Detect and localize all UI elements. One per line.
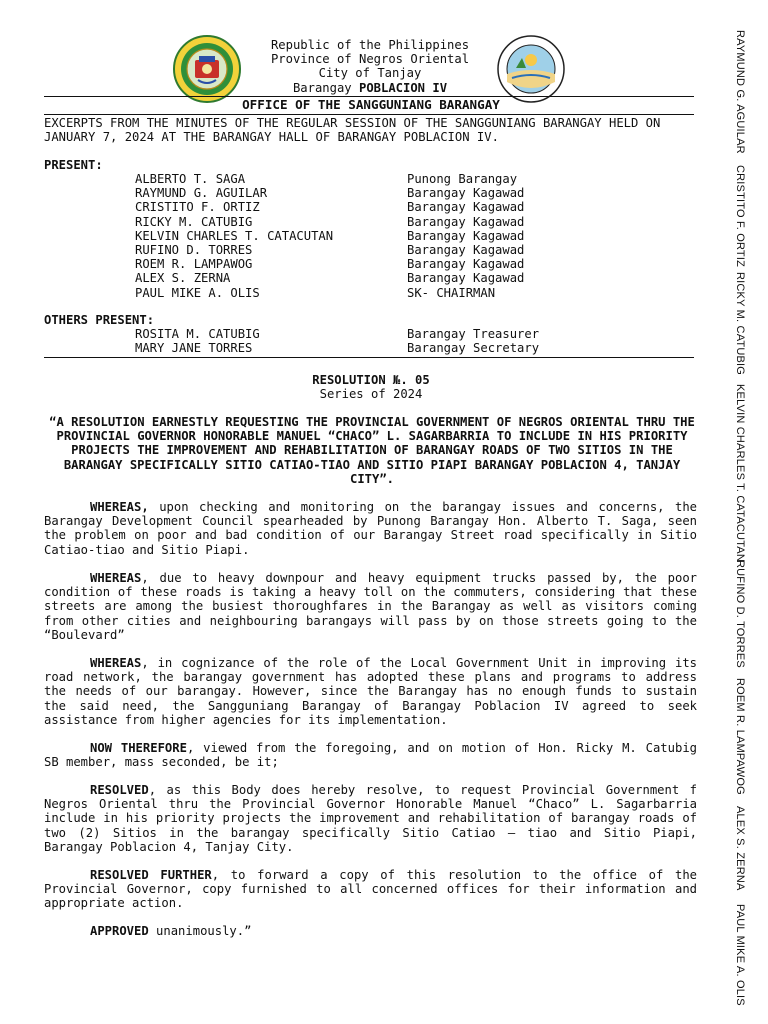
present-roster xyxy=(44,172,698,300)
attendee-name: ROSITA M. CATUBIG xyxy=(135,327,260,341)
clause-text: , viewed from the foregoing, and on motion of Hon. Ricky M. Catubig SB member, mass seconded, be it; xyxy=(44,741,697,770)
attendee-position: Barangay Kagawad xyxy=(407,200,525,215)
resolution-title: “A RESOLUTION EARNESTLY REQUESTING THE PROVINCIAL GOVERNMENT OF NEGROS ORIENTAL THRU THE PROVINCIAL GOVERNOR HONORABLE MANUEL “CHACO” L. SAGARBARRIA TO INCLUDE IN HIS PRIORITY PROJECTS THE IMPROVEMENT AND REHABILITATION OF BARANGAY ROADS OF TWO SITIOS IN THE BARANGAY SPECIFICALLY SITIO CATIAO-TIAO AND SITIO PIAPI BARANGAY POBLACION 4, TANJAY CITY”. xyxy=(49,415,695,486)
side-signature-name: KELVIN CHARLES T. CATACUTAN xyxy=(734,384,746,562)
clause-lead: APPROVED xyxy=(90,924,149,938)
attendee-row xyxy=(44,186,698,200)
clause-text: upon checking and monitoring on the barangay issues and concerns, the Barangay Development Council spearheaded by Punong Barangay Hon. Alberto T. Saga, seen the problem on poor and bad condition of our Barangay Street road specifically in Sitio Catiao-tiao and Sitio Piapi. xyxy=(44,500,697,557)
others-present-roster xyxy=(44,327,698,355)
attendee-name: MARY JANE TORRES xyxy=(135,341,253,356)
side-signature-name: ALEX S. ZERNA xyxy=(734,806,746,891)
attendee-name: RUFINO D. TORRES xyxy=(135,242,253,257)
attendee-position: Barangay Secretary xyxy=(407,341,540,356)
attendee-row xyxy=(44,341,698,355)
clause-text: , in cognizance of the role of the Local Government Unit in improving its road network, the barangay government has adopted these plans and programs to address the needs of our barangay. However, since the Barangay has no enough funds to sustain the said need, the Sangguniang Barangay of Barangay Poblacion IV agreed to seek assistance from higher agencies for its implementation. xyxy=(44,656,697,727)
attendee-row xyxy=(44,327,698,341)
attendee-row xyxy=(44,257,698,271)
whereas-clause-1 xyxy=(44,500,697,557)
attendee-row xyxy=(44,200,698,214)
clause-lead: RESOLVED FURTHER xyxy=(90,868,212,882)
clause-text: , due to heavy downpour and heavy equipment trucks passed by, the poor condition of these roads is taking a heavy toll on the commuters, considering that these streets are among the busiest thoroughfares in the Barangay as well as visitors coming from other cities and neighbouring barangays will pass by on those streets going to the “Boulevard” xyxy=(44,571,697,642)
attendee-row xyxy=(44,243,698,257)
resolved-further-clause xyxy=(44,868,697,911)
attendee-row xyxy=(44,286,698,300)
letterhead xyxy=(240,38,500,95)
whereas-clause-2 xyxy=(44,571,697,642)
attendee-position: Barangay Kagawad xyxy=(407,271,525,286)
attendee-name: RICKY M. CATUBIG xyxy=(135,214,253,229)
side-signature-name: CRISTITO F. ORTIZ xyxy=(734,165,746,267)
now-therefore-clause xyxy=(44,741,697,769)
clause-text: unanimously.” xyxy=(148,924,252,938)
attendee-name: RAYMUND G. AGUILAR xyxy=(135,186,268,201)
attendee-name: CRISTITO F. ORTIZ xyxy=(135,200,260,215)
attendee-name: ALEX S. ZERNA xyxy=(135,271,231,286)
side-signature-name: RICKY M. CATUBIG xyxy=(734,272,746,376)
attendee-position: Barangay Treasurer xyxy=(407,327,540,341)
attendee-name: KELVIN CHARLES T. CATACUTAN xyxy=(135,228,334,243)
attendee-row xyxy=(44,215,698,229)
side-signature-name: PAUL MIKE A. OLIS xyxy=(734,904,746,1006)
office-title: OFFICE OF THE SANGGUNIANG BARANGAY xyxy=(242,97,500,112)
roster-divider xyxy=(44,357,694,358)
attendee-position: Barangay Kagawad xyxy=(407,257,525,272)
city-seal-icon xyxy=(172,34,242,104)
clause-text: , to forward a copy of this resolution to the office of the Provincial Governor, copy furnished to all concerned offices for their information and appropriate action. xyxy=(44,868,697,911)
side-signature-name: RUFINO D. TORRES xyxy=(734,560,746,668)
attendee-name: ALBERTO T. SAGA xyxy=(135,172,246,186)
letterhead-barangay: Barangay POBLACION IV xyxy=(292,80,448,95)
attendee-position: SK- CHAIRMAN xyxy=(407,285,496,300)
office-divider xyxy=(44,114,694,115)
letterhead-country: Republic of the Philippines xyxy=(270,38,470,52)
barangay-name: POBLACION IV xyxy=(358,80,448,95)
whereas-clause-3 xyxy=(44,656,697,727)
clause-lead: RESOLVED xyxy=(90,783,149,797)
attendee-name: PAUL MIKE A. OLIS xyxy=(135,285,260,300)
approved-clause xyxy=(44,924,697,938)
clause-text: , as this Body does hereby resolve, to request Provincial Government f Negros Oriental thru the Provincial Governor Honorable Manuel “Chaco” L. Sagarbarria include in his priority projects the improvement and rehabilitation of barangay roads of two (2) Sitios in the barangay specifically Sitio Catiao – tiao and Sitio Piapi, Barangay Poblacion 4, Tanjay City. xyxy=(44,783,697,854)
minutes-excerpt: EXCERPTS FROM THE MINUTES OF THE REGULAR SESSION OF THE SANGGUNIANG BARANGAY HELD ON JANUARY 7, 2024 AT THE BARANGAY HALL OF BARANGAY POBLACION IV. xyxy=(44,116,661,145)
attendee-position: Barangay Kagawad xyxy=(407,242,525,257)
resolved-clause xyxy=(44,783,697,854)
attendee-name: ROEM R. LAMPAWOG xyxy=(135,257,253,272)
clause-lead: NOW THEREFORE xyxy=(90,741,187,755)
present-label: PRESENT: xyxy=(44,158,103,172)
clause-lead: WHEREAS xyxy=(90,571,142,585)
clause-lead: WHEREAS xyxy=(90,656,142,670)
others-present-label: OTHERS PRESENT: xyxy=(44,313,155,327)
side-signature-name: ROEM R. LAMPAWOG xyxy=(734,678,746,795)
attendee-row xyxy=(44,271,698,285)
resolution-series: Series of 2024 xyxy=(319,387,423,401)
side-signatures xyxy=(716,20,746,1020)
side-signature-name: RAYMUND G. AGUILAR xyxy=(734,30,746,154)
attendee-position: Barangay Kagawad xyxy=(407,228,525,243)
barangay-seal-icon xyxy=(496,34,566,104)
attendee-position: Punong Barangay xyxy=(407,172,518,186)
attendee-position: Barangay Kagawad xyxy=(407,214,525,229)
resolution-number: RESOLUTION №. 05 xyxy=(312,373,430,387)
letterhead-city: City of Tanjay xyxy=(318,66,422,81)
attendee-position: Barangay Kagawad xyxy=(407,186,525,201)
clause-lead: WHEREAS, xyxy=(90,500,149,514)
attendee-row xyxy=(44,172,698,186)
letterhead-province: Province of Negros Oriental xyxy=(270,52,470,67)
attendee-row xyxy=(44,229,698,243)
